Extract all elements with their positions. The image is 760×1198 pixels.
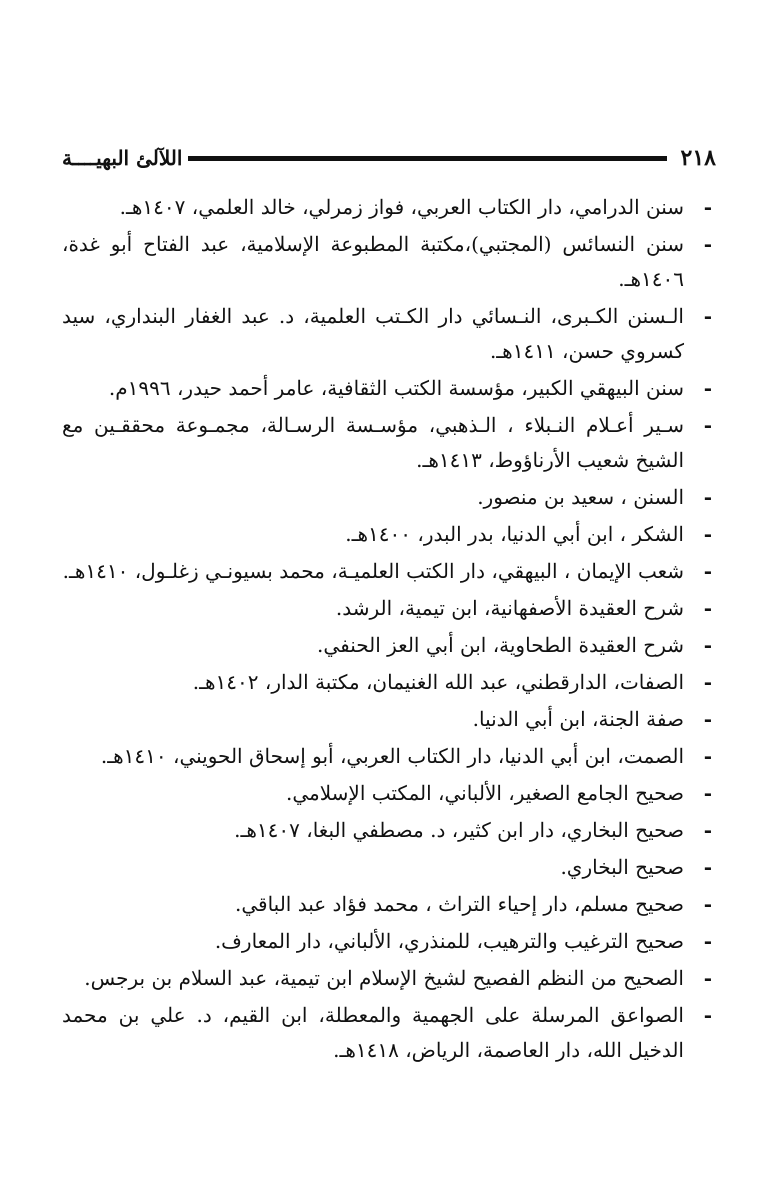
bullet-dash: - <box>703 232 712 256</box>
list-item <box>62 227 714 297</box>
list-item <box>62 299 714 369</box>
entry-text: سنن الدرامي، دار الكتاب العربي، فواز زمرلي، خالد العلمي، ١٤٠٧هـ. <box>119 195 684 219</box>
bullet-dash: - <box>703 929 712 953</box>
bullet-dash: - <box>703 744 712 768</box>
entry-text: صحيح الجامع الصغير، الألباني، المكتب الإسلامي. <box>285 781 684 805</box>
entry-text: شعب الإيمان ، البيهقي، دار الكتب العلميـة، محمد بسيونـي زغلـول، ١٤١٠هـ. <box>62 559 684 583</box>
page-header <box>62 140 716 176</box>
entry-text: الشكر ، ابن أبي الدنيا، بدر البدر، ١٤٠٠هـ. <box>345 522 684 546</box>
bullet-dash: - <box>703 596 712 620</box>
bullet-dash: - <box>703 413 712 437</box>
bullet-dash: - <box>703 633 712 657</box>
entry-text: صحيح الترغيب والترهيب، للمنذري، الألباني، دار المعارف. <box>214 929 684 953</box>
bullet-dash: - <box>703 1003 712 1027</box>
entry-text: الـسنن الكـبرى، النـسائي دار الكـتب العلمية، د. عبد الغفار البنداري، سيد كسروي حسن، ١٤١١هـ. <box>62 304 684 363</box>
bullet-dash: - <box>703 966 712 990</box>
entry-text: السنن ، سعيد بن منصور. <box>477 485 684 509</box>
list-item <box>62 190 714 225</box>
list-item <box>62 961 714 996</box>
entry-text: صحيح مسلم، دار إحياء التراث ، محمد فؤاد عبد الباقي. <box>234 892 684 916</box>
entry-text: الصحيح من النظم الفصيح لشيخ الإسلام ابن تيمية، عبد السلام بن برجس. <box>84 966 684 990</box>
list-item <box>62 924 714 959</box>
list-item <box>62 480 714 515</box>
bullet-dash: - <box>703 522 712 546</box>
entry-text: الصفات، الدارقطني، عبد الله الغنيمان، مكتبة الدار، ١٤٠٢هـ. <box>192 670 684 694</box>
list-item <box>62 998 714 1068</box>
entry-text: الصواعق المرسلة على الجهمية والمعطلة، ابن القيم، د. علي بن محمد الدخيل الله، دار العاصمة، الرياض، ١٤١٨هـ. <box>62 1003 684 1062</box>
bullet-dash: - <box>703 559 712 583</box>
bullet-dash: - <box>703 855 712 879</box>
header-rule <box>188 156 666 161</box>
bullet-dash: - <box>703 304 712 328</box>
bullet-dash: - <box>703 707 712 731</box>
entry-text: صحيح البخاري، دار ابن كثير، د. مصطفي البغا، ١٤٠٧هـ. <box>234 818 684 842</box>
list-item <box>62 776 714 811</box>
list-item <box>62 408 714 478</box>
list-item <box>62 739 714 774</box>
bullet-dash: - <box>703 781 712 805</box>
bullet-dash: - <box>703 892 712 916</box>
list-item <box>62 591 714 626</box>
entry-text: شرح العقيدة الطحاوية، ابن أبي العز الحنفي. <box>317 633 684 657</box>
bullet-dash: - <box>703 818 712 842</box>
list-item <box>62 517 714 552</box>
bullet-dash: - <box>703 195 712 219</box>
list-item <box>62 887 714 922</box>
bullet-dash: - <box>703 670 712 694</box>
list-item <box>62 813 714 848</box>
page-number: ٢١٨ <box>680 145 716 171</box>
list-item <box>62 371 714 406</box>
list-item <box>62 554 714 589</box>
entry-text: سـير أعـلام النـبلاء ، الـذهبي، مؤسـسة الرسـالة، مجمـوعة محققـين مع الشيخ شعيب الأرناؤوط، ١٤١٣هـ. <box>62 413 684 472</box>
list-item <box>62 628 714 663</box>
entry-text: سنن البيهقي الكبير، مؤسسة الكتب الثقافية، عامر أحمد حيدر، ١٩٩٦م. <box>108 376 684 400</box>
list-item <box>62 850 714 885</box>
entry-text: صحيح البخاري. <box>560 855 684 879</box>
entry-text: سنن النسائس (المجتبي)،مكتبة المطبوعة الإسلامية، عبد الفتاح أبو غدة، ١٤٠٦هـ. <box>62 232 684 291</box>
bullet-dash: - <box>703 376 712 400</box>
bullet-dash: - <box>703 485 712 509</box>
list-item <box>62 702 714 737</box>
list-item <box>62 665 714 700</box>
bibliography-list <box>62 190 714 1070</box>
entry-text: الصمت، ابن أبي الدنيا، دار الكتاب العربي، أبو إسحاق الحويني، ١٤١٠هـ. <box>100 744 684 768</box>
entry-text: صفة الجنة، ابن أبي الدنيا. <box>472 707 684 731</box>
entry-text: شرح العقيدة الأصفهانية، ابن تيمية، الرشد. <box>335 596 684 620</box>
book-title: اللآلئ البهيــــة <box>62 146 183 170</box>
